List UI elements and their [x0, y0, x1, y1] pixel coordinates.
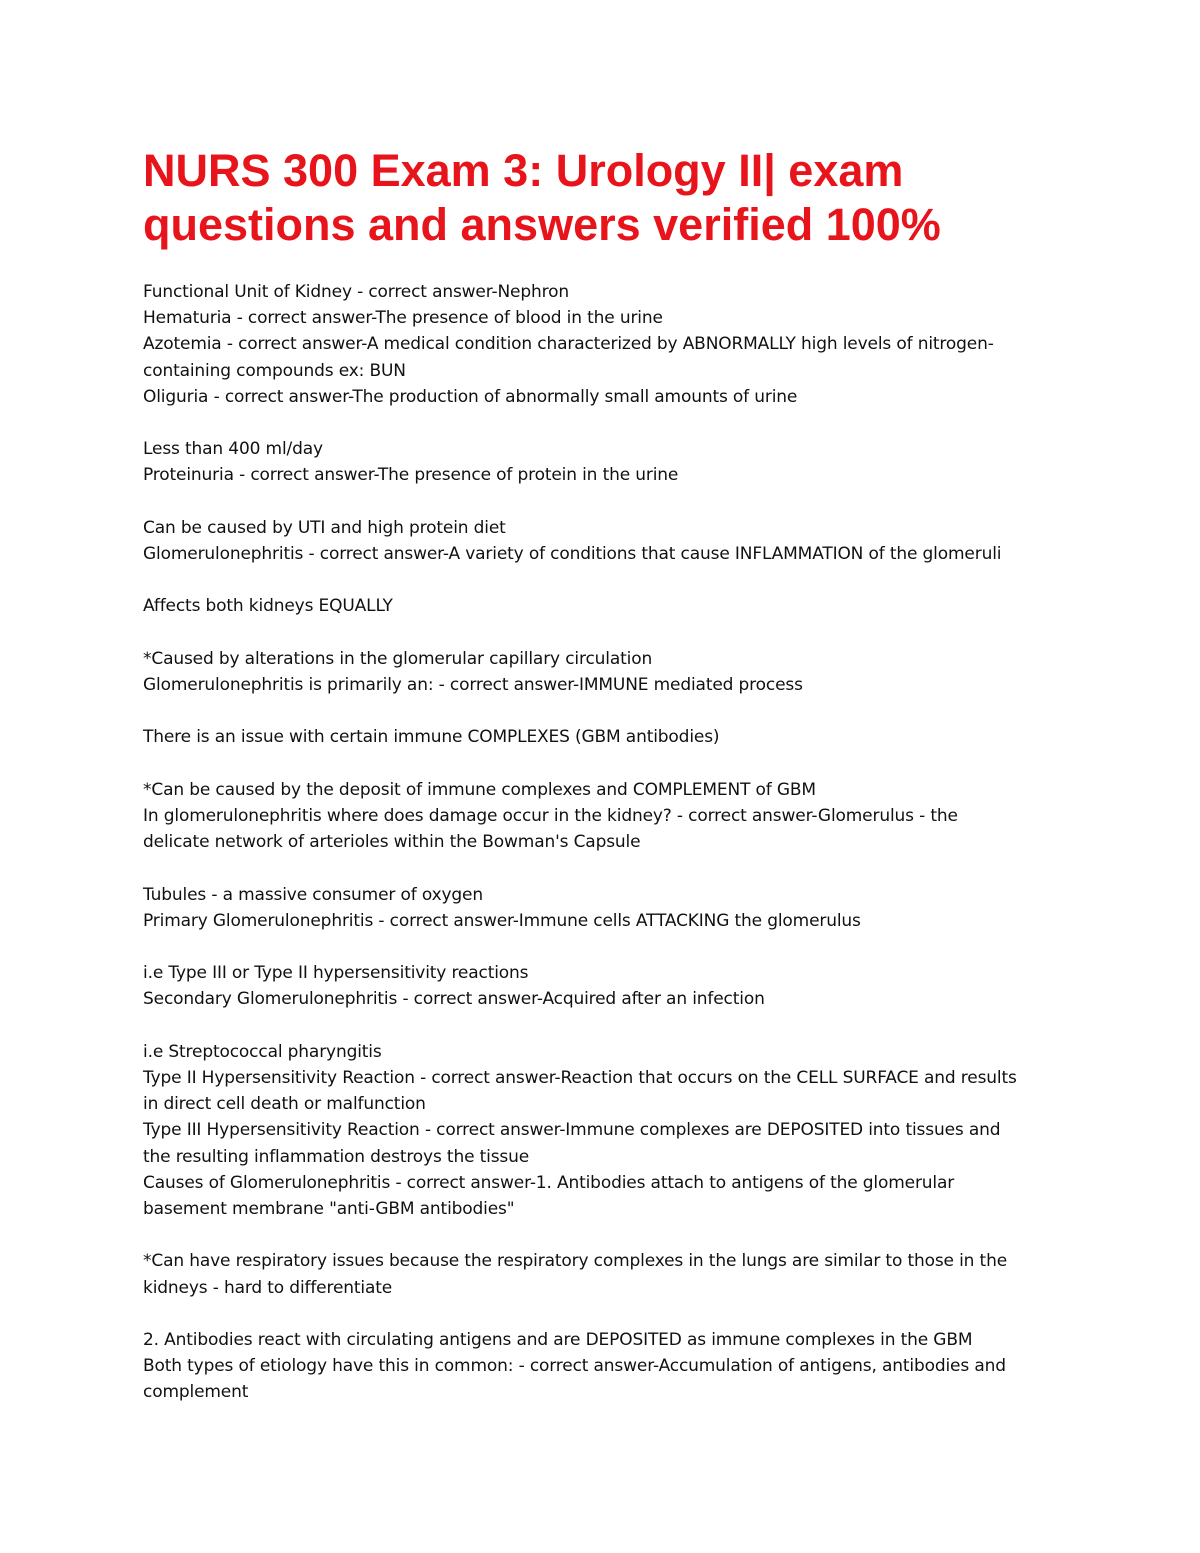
blank-line	[143, 410, 1063, 436]
document-title	[143, 144, 1103, 252]
body-text-line: Proteinuria - correct answer-The presence of protein in the urine	[143, 465, 679, 486]
document-title-line-2: questions and answers verified 100%	[143, 199, 941, 250]
document-body	[143, 279, 1063, 1406]
body-text-line: Glomerulonephritis - correct answer-A variety of conditions that cause INFLAMMATION of the glomeruli	[143, 544, 1002, 564]
document-title-line-1: NURS 300 Exam 3: Urology II| exam	[143, 145, 904, 196]
body-text-line: kidneys - hard to differentiate	[143, 1277, 393, 1298]
body-text-line: Functional Unit of Kidney - correct answer-Nephron	[143, 282, 569, 302]
body-text-line: in direct cell death or malfunction	[143, 1094, 426, 1115]
blank-line	[143, 489, 1063, 515]
blank-line	[143, 620, 1063, 646]
body-text-line: *Can have respiratory issues because the respiratory complexes in the lungs are similar to those in the	[143, 1251, 1008, 1272]
body-text-line: There is an issue with certain immune COMPLEXES (GBM antibodies)	[143, 727, 720, 748]
blank-line	[143, 1013, 1063, 1039]
body-text-line: Both types of etiology have this in common: - correct answer-Accumulation of antigens, antibodies and	[143, 1356, 1006, 1377]
blank-line	[143, 567, 1063, 593]
body-text-line: Type II Hypersensitivity Reaction - correct answer-Reaction that occurs on the CELL SURFACE and results	[143, 1067, 1017, 1088]
blank-line	[143, 855, 1063, 881]
body-text-line: Tubules - a massive consumer of oxygen	[143, 884, 483, 905]
body-text-line: In glomerulonephritis where does damage occur in the kidney? - correct answer-Glomerulus - the	[143, 805, 958, 826]
body-text-line: Can be caused by UTI and high protein diet	[143, 517, 506, 538]
body-text-line: containing compounds ex: BUN	[143, 360, 406, 381]
body-text-line: Causes of Glomerulonephritis - correct answer-1. Antibodies attach to antigens of the glomerular	[143, 1172, 955, 1193]
body-text-line: i.e Streptococcal pharyngitis	[143, 1041, 382, 1062]
body-text-line: *Can be caused by the deposit of immune complexes and COMPLEMENT of GBM	[143, 779, 816, 800]
body-text-line: Primary Glomerulonephritis - correct answer-Immune cells ATTACKING the glomerulus	[143, 910, 861, 931]
body-text-line: i.e Type III or Type II hypersensitivity reactions	[143, 963, 529, 984]
body-text-line: Less than 400 ml/day	[143, 439, 323, 460]
body-text-line: Oliguria - correct answer-The production of abnormally small amounts of urine	[143, 386, 798, 407]
body-text-line: delicate network of arterioles within the Bowman's Capsule	[143, 832, 641, 853]
body-text-line: Glomerulonephritis is primarily an: - correct answer-IMMUNE mediated process	[143, 674, 803, 695]
blank-line	[143, 1301, 1063, 1327]
body-text-line: complement	[143, 1382, 249, 1403]
blank-line	[143, 1222, 1063, 1248]
blank-line	[143, 751, 1063, 777]
body-text-line: Azotemia - correct answer-A medical condition characterized by ABNORMALLY high levels of nitrogen-	[143, 334, 994, 355]
body-text-line: Affects both kidneys EQUALLY	[143, 596, 393, 617]
body-text-line: 2. Antibodies react with circulating antigens and are DEPOSITED as immune complexes in the GBM	[143, 1329, 973, 1350]
body-text-line: Secondary Glomerulonephritis - correct answer-Acquired after an infection	[143, 989, 765, 1010]
body-text-line: Hematuria - correct answer-The presence of blood in the urine	[143, 308, 663, 329]
body-text-line: basement membrane "anti-GBM antibodies"	[143, 1198, 515, 1219]
blank-line	[143, 698, 1063, 724]
body-text-line: *Caused by alterations in the glomerular capillary circulation	[143, 648, 653, 669]
blank-line	[143, 934, 1063, 960]
body-text-line: Type III Hypersensitivity Reaction - correct answer-Immune complexes are DEPOSITED into tissues and	[143, 1120, 1001, 1141]
body-text-line: the resulting inflammation destroys the tissue	[143, 1146, 530, 1167]
